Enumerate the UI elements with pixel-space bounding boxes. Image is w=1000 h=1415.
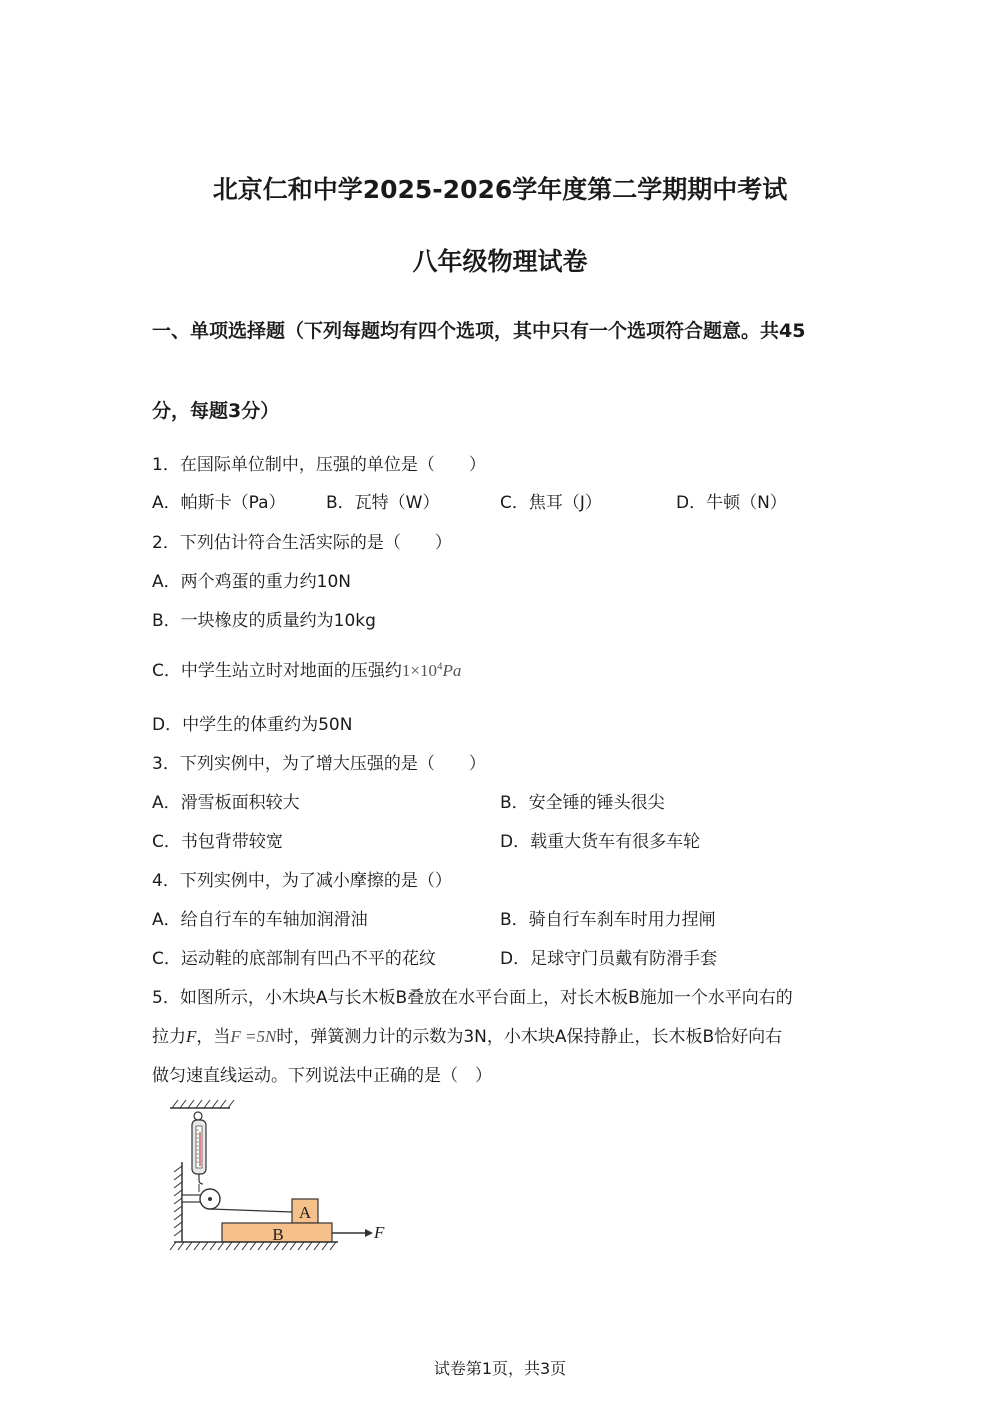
question-1-option-b: B．瓦特（W）: [326, 493, 440, 513]
spring-scale: [192, 1112, 206, 1192]
question-2-stem: 2．下列估计符合生活实际的是（ ）: [152, 533, 452, 553]
exam-subtitle: 八年级物理试卷: [412, 247, 588, 276]
question-1-option-c: C．焦耳（J）: [500, 493, 602, 513]
question-3-option-d: D．载重大货车有很多车轮: [500, 832, 701, 852]
ceiling-hatch: [172, 1100, 234, 1108]
block-a-label: A: [298, 1203, 312, 1222]
force-arrowhead: [365, 1229, 373, 1237]
pressure-value-formula: $1\times 10^4Pa$: [401, 660, 462, 680]
question-3-option-b: B．安全锤的锤头很尖: [500, 793, 665, 813]
question-4-option-b: B．骑自行车刹车时用力捏闸: [500, 910, 716, 930]
question-5-line2: 拉力F，当F =5N时，弹簧测力计的示数为3N，小木块A保持静止，长木板B恰好向右: [152, 1027, 783, 1047]
question-4-option-d: D．足球守门员戴有防滑手套: [500, 949, 718, 969]
question-2-option-c: [152, 656, 461, 681]
force-label: F: [374, 1223, 385, 1242]
question-1-option-a: A．帕斯卡（Pa）: [152, 493, 286, 513]
question-2-option-b: B．一块橡皮的质量约为10kg: [152, 611, 376, 631]
section-heading-line1: 一、单项选择题（下列每题均有四个选项，其中只有一个选项符合题意。共45: [152, 320, 806, 342]
question-5-line1: 5．如图所示，小木块A与长木板B叠放在水平台面上，对长木板B施加一个水平向右的: [152, 988, 793, 1008]
question-4-stem: 4．下列实例中，为了减小摩擦的是（）: [152, 871, 452, 891]
question-1-option-d: D．牛顿（N）: [676, 493, 787, 513]
question-3-option-c: C．书包背带较宽: [152, 832, 283, 852]
board-b-label: B: [272, 1225, 284, 1244]
question-2-option-c-text: C．中学生站立时对地面的压强约: [152, 661, 402, 681]
question-3-stem: 3．下列实例中，为了增大压强的是（ ）: [152, 754, 486, 774]
exam-title: 北京仁和中学2025-2026学年度第二学期期中考试: [212, 175, 788, 204]
question-5-line3: 做匀速直线运动。下列说法中正确的是（ ）: [152, 1066, 492, 1086]
question-4-option-c: C．运动鞋的底部制有凹凸不平的花纹: [152, 949, 436, 969]
page-footer: 试卷第1页，共3页: [433, 1359, 567, 1378]
force-value-formula: F =5N: [230, 1027, 277, 1046]
question-2-option-a: A．两个鸡蛋的重力约10N: [152, 572, 351, 592]
section-heading-line2: 分，每题3分）: [152, 400, 280, 422]
question-1-stem: 1．在国际单位制中，压强的单位是（ ）: [152, 455, 486, 475]
wall-hatch: [174, 1166, 182, 1236]
floor-hatch: [170, 1242, 336, 1250]
question-3-option-a: A．滑雪板面积较大: [152, 793, 300, 813]
friction-experiment-figure: [160, 1092, 400, 1257]
question-2-option-d: D．中学生的体重约为50N: [152, 715, 353, 735]
question-4-option-a: A．给自行车的车轴加润滑油: [152, 910, 368, 930]
string: [210, 1209, 292, 1212]
